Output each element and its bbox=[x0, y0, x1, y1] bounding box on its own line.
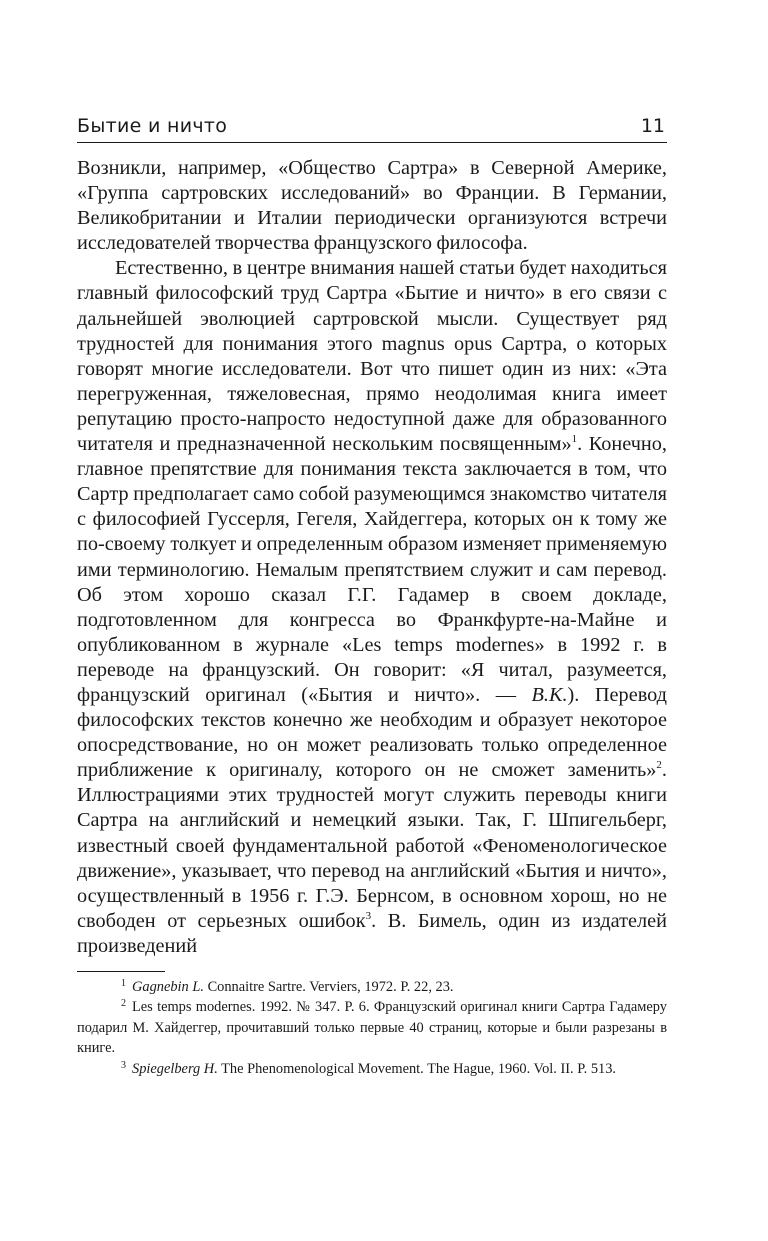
footnote-mark: 3 bbox=[121, 1059, 126, 1071]
footnote-3 bbox=[77, 1059, 667, 1079]
footnote-mark: 1 bbox=[121, 978, 126, 989]
paragraph-text: . Конечно, главное препятствие для понимания текста заключается в том, что Сартр предполагает само собой разумеющимся знакомство читателя с философией Гуссерля, Гегеля, Хайдеггера, которых он к тому же по-своему толкует и определенным образом изменяет применяемую ими терминологию. Немалым препятствием служит и сам перевод. Об этом хорошо сказал Г.Г. Гадамер в своем докладе, подготовленном для конгресса во Франкфурте-на-Майне и опубликованном в журнале «Les temps modernes» в 1992 г. в переводе на французский. Он говорит: «Я читал, разумеется, французский оригинал («Бытия и ничто». — bbox=[77, 433, 667, 706]
footnote-ref-2[interactable]: 2 bbox=[656, 759, 662, 772]
footnote-ref-3[interactable]: 3 bbox=[365, 909, 372, 922]
paragraph-text: . В. Бимель, один из издателей произведений bbox=[77, 909, 667, 957]
paragraph-1 bbox=[77, 156, 667, 256]
footnote-ref-1[interactable]: 1 bbox=[571, 433, 578, 446]
footnote-text: Les temps modernes. 1992. № 347. P. 6. Французский оригинал книги Сартра Гадамеру подарил М. Хайдеггер, прочитавший только первые 40 страниц, которые и были разрезаны в книге. bbox=[77, 999, 667, 1057]
footnote-author: Spiegelberg H. bbox=[132, 1060, 218, 1077]
paragraph-text: . Иллюстрациями этих трудностей могут служить переводы книги Сартра на английский и немецкий языки. Так, Г. Шпигельберг, известный своей фундаментальной работой «Феноменологическое движение», указывает, что перевод на английский «Бытия и ничто», осуществленный в 1956 г. Г.Э. Бернсом, в основном хорош, но не свободен от серьезных ошибок bbox=[77, 759, 667, 932]
footnotes bbox=[77, 977, 667, 1079]
running-header bbox=[77, 112, 667, 143]
footnote-divider bbox=[77, 971, 165, 972]
footnote-text: Connaitre Sartre. Verviers, 1972. P. 22, 23. bbox=[203, 979, 454, 995]
page-number: 11 bbox=[640, 115, 665, 137]
main-text bbox=[77, 156, 667, 959]
footnote-mark: 2 bbox=[121, 998, 126, 1010]
footnote-text: The Phenomenological Movement. The Hague, 1960. Vol. II. P. 513. bbox=[217, 1060, 617, 1077]
author-initials: В.К. bbox=[531, 683, 568, 706]
paragraph-text: Возникли, например, «Общество Сартра» в Северной Америке, «Группа сартровских исследований» во Франции. В Германии, Великобритании и Италии периодически организуются встречи исследователей творчества французского философа. bbox=[77, 157, 667, 255]
footnote-2 bbox=[77, 997, 667, 1058]
book-page bbox=[77, 112, 667, 1079]
paragraph-text: Естественно, в центре внимания нашей статьи будет находиться главный философский труд Сартра «Бытие и ничто» в его связи с дальнейшей эволюцией сартровской мысли. Существует ряд трудностей для понимания этого magnus opus Сартра, о которых говорят многие исследователи. Вот что пишет один из них: «Эта перегруженная, тяжеловесная, прямо неодолимая книга имеет репутацию просто-напросто недоступной даже для образованного читателя и предназначенной нескольким посвященным» bbox=[77, 257, 667, 456]
running-title: Бытие и ничто bbox=[77, 115, 228, 137]
paragraph-text: ). Перевод философских текстов конечно же необходим и образует некоторое опосредствование, но он может реализовать только определенное приближение к оригиналу, которого он не сможет заменить» bbox=[77, 683, 668, 782]
paragraph-2 bbox=[77, 256, 667, 959]
footnote-1 bbox=[77, 977, 667, 997]
footnote-author: Gagnebin L. bbox=[132, 979, 204, 995]
